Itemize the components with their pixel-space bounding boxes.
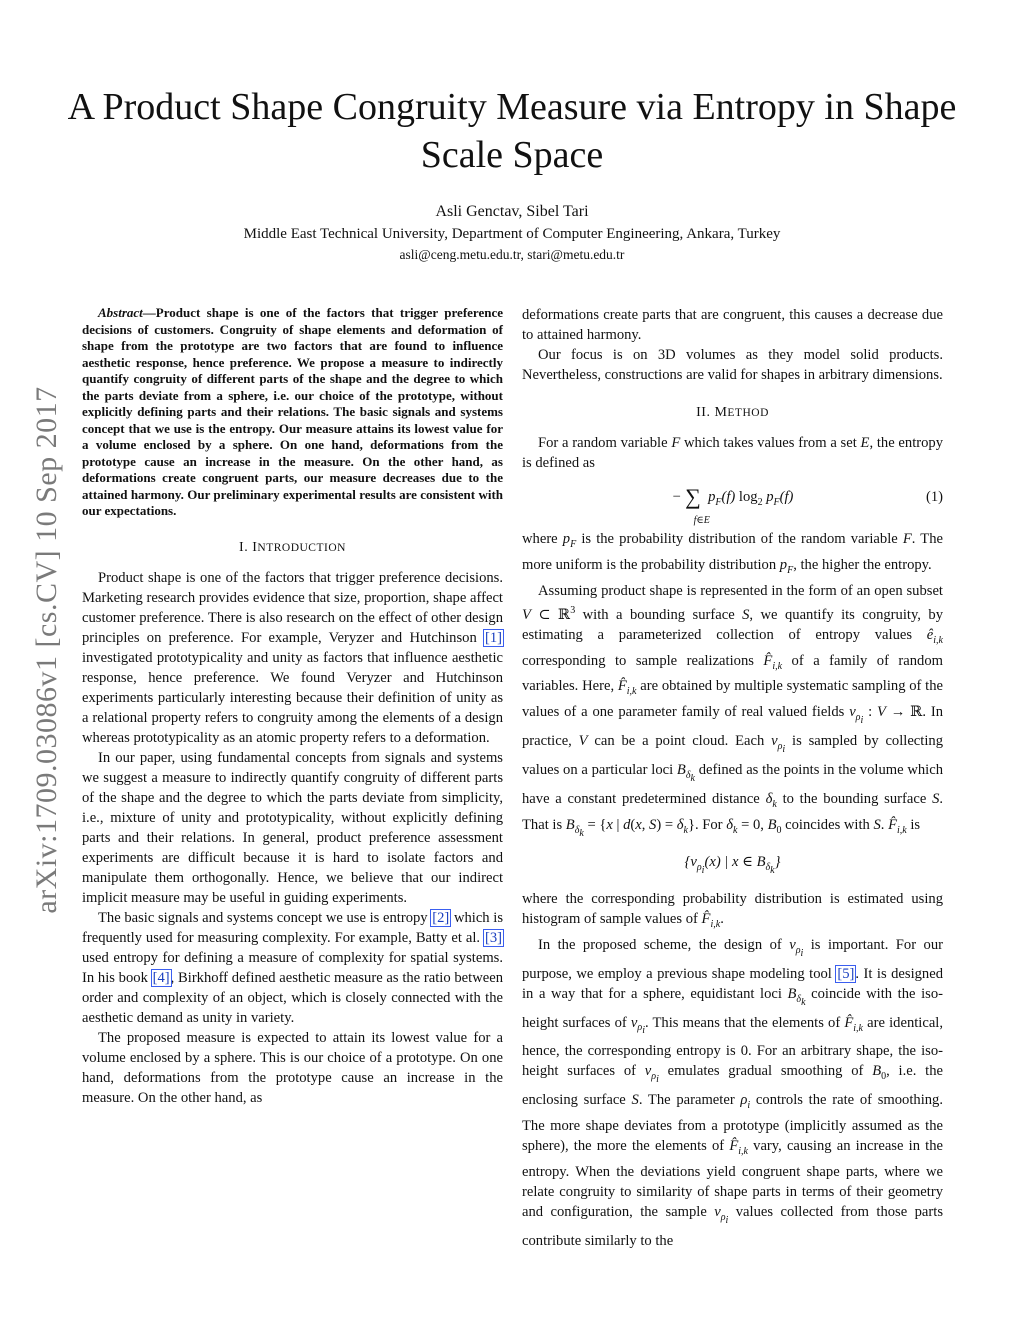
abstract-text: —Product shape is one of the factors that trigger preference decisions of customers. Congruity of shape elements and deformation of shape from the prototype are two factors that are found to influence aesthetic response, hence preference. We propose a measure to indirectly quantify congruity of different parts of the shape and the degree to which the parts deviate from a sphere, i.e. our choice of the prototype, without explicitly defining parts and their relations. The basic signals and systems concept that we use is the entropy. Our measure attains its lowest value for a volume enclosed by a sphere. On one hand, deformations from the prototype cause an increase in the measure. On the other hand, as deformations create congruent parts, our measure decreases due to the attained harmony. Our preliminary experimental results are consistent with our expectations.	[82, 305, 503, 518]
sample-set-expression: {$v_{\rho_i}(x)$ | x ∈ $B_{\delta_k}$}	[684, 853, 781, 876]
citation-link-2[interactable]: [2]	[432, 909, 450, 926]
arxiv-identifier: arXiv:1709.03086v1 [cs.CV] 10 Sep 2017	[30, 386, 63, 914]
citation-link-5[interactable]: [5]	[837, 965, 855, 982]
affiliation: Middle East Technical University, Department of Computer Engineering, Ankara, Turkey	[243, 226, 781, 242]
paper-title: A Product Shape Congruity Measure via Entropy in Shape Scale Space	[67, 86, 957, 176]
method-paragraph-3: Assuming product shape is represented in the form of an open subset V ⊂ ℝ$^3$ with a bounding surface S, we quantify its congruity, by estimating a parameterized collection of entropy values $ê_{i,k}$ corresponding to sample realizations $F̂_{i,k}$ of a family of random variables. Here, $F̂_{i,k}$ are obtained by multiple systematic sampling of the values of a one parameter family of real valued fields $v_{\rho_i}$ : V → ℝ. In practice, V can be a point cloud. Each $v_{\rho_i}$ is sampled by collecting values on a particular loci $B_{\delta_k}$ defined as the points in the volume which have a constant predetermined distance $\delta_k$ to the bounding surface S. That is $B_{\delta_k} = \{x$ | d(x, $S) = \delta_k$}. For $\delta_k = 0$, $B_0$ coincides with S. $F̂_{i,k}$ is	[522, 582, 944, 839]
emails: asli@ceng.metu.edu.tr, stari@metu.edu.tr	[399, 247, 625, 262]
equation-number: (1)	[925, 489, 943, 505]
method-paragraph-5: In the proposed scheme, the design of $v_{\rho_i}$ is important. For our purpose, we employ a previous shape modeling tool [5]. It is designed in a way that for a sphere, equidistant loci $B_{\delta_k}$ coincide with the iso-height surfaces of $v_{\rho_i}$. This means that the elements of $F̂_{i,k}$ are identical, hence, the corresponding entropy is 0. For an arbitrary shape, the iso-height surfaces of $v_{\rho_i}$ emulates gradual smoothing of $B_0$, i.e. the enclosing surface S. The parameter $\rho_i$ controls the rate of smoothing. The more shape deviates from a prototype (implicitly assumed as the sphere), the more the elements of $F̂_{i,k}$ vary, causing an increase in the entropy. When the deviations yield congruent shape parts, where we relate congruity to similarity of shape parts in terms of their geometry and configuration, the sample $v_{\rho_i}$ values collected from those parts contribute similarly to the	[522, 936, 944, 1250]
continued-paragraph: deformations create parts that are congruent, this causes a decrease due to attained harmony.	[522, 307, 943, 343]
authors: Asli Genctav, Sibel Tari	[435, 203, 589, 220]
abstract	[82, 305, 503, 520]
entropy-equation	[522, 483, 943, 526]
method-paragraph-4: where the corresponding probability distribution is estimated using histogram of sample values of $F̂_{i,k}$.	[522, 890, 943, 930]
section-heading-method: II. METHOD	[696, 405, 769, 420]
citation-link-3[interactable]: [3]	[484, 929, 502, 946]
intro-paragraph-4: The proposed measure is expected to attain its lowest value for a volume enclosed by a sphere. This is our choice of a prototype. On one hand, deformations from the prototype cause an increase in the measure. On the other hand, as	[82, 1029, 503, 1106]
citation-link-4[interactable]: [4]	[152, 969, 170, 986]
intro-paragraph-3: The basic signals and systems concept we use is entropy [2] which is frequently used for measuring complexity. For example, Batty et al. [3] used entropy for defining a measure of complexity for spatial systems. In his book [4], Birkhoff defined aesthetic measure as the ratio between order and complexity of an object, which is closely connected with the aesthetic demand as unity in variety.	[82, 909, 503, 1026]
focus-paragraph: Our focus is on 3D volumes as they model solid products. Nevertheless, constructions are valid for shapes in arbitrary dimensions.	[522, 347, 943, 383]
intro-paragraph-2: In our paper, using fundamental concepts from signals and systems we suggest a measure to indirectly quantify congruity of different parts of the shape and the degree to which the parts deviate from simplicity, i.e., mixture of unity and prototypicality, without explicitly defining parts and their relations. In general, product preference assessment experiments are difficult because it is hard to isolate factors and manipulate them orthogonally. Hence, we believe that our indirect implicit measure may be useful in guiding experiments.	[82, 749, 503, 906]
equation-body: − ∑ f∈E $p_F(f)$ $\log_2 p_F(f)$	[671, 484, 794, 526]
section-heading-introduction: I. INTRODUCTION	[239, 539, 346, 555]
left-column	[82, 305, 503, 1108]
intro-paragraph-1: Product shape is one of the factors that trigger preference decisions. Marketing research provides evidence that size, proportion, shape affect customer preference. There is also research on the effect of other design principles on preference. For example, Veryzer and Hutchinson [1] investigated prototypicality and unity as factors that influence aesthetic response, hence preference. We found Veryzer and Hutchinson experiments particularly interesting because their definition of unity as a relational property refers to congruity among the elements of a design whereas prototypicality as an atomic property refers to a deformation.	[82, 569, 503, 746]
method-paragraph-2: where $p_F$ is the probability distribution of the random variable F. The more uniform is the probability distribution $p_F$, the higher the entropy.	[522, 531, 943, 576]
arxiv-sidebar	[30, 350, 64, 950]
citation-link-1[interactable]: [1]	[484, 629, 502, 646]
method-paragraph-1: For a random variable F which takes values from a set E, the entropy is defined as	[522, 435, 944, 471]
abstract-label: Abstract	[98, 305, 143, 320]
right-column	[522, 305, 943, 1251]
